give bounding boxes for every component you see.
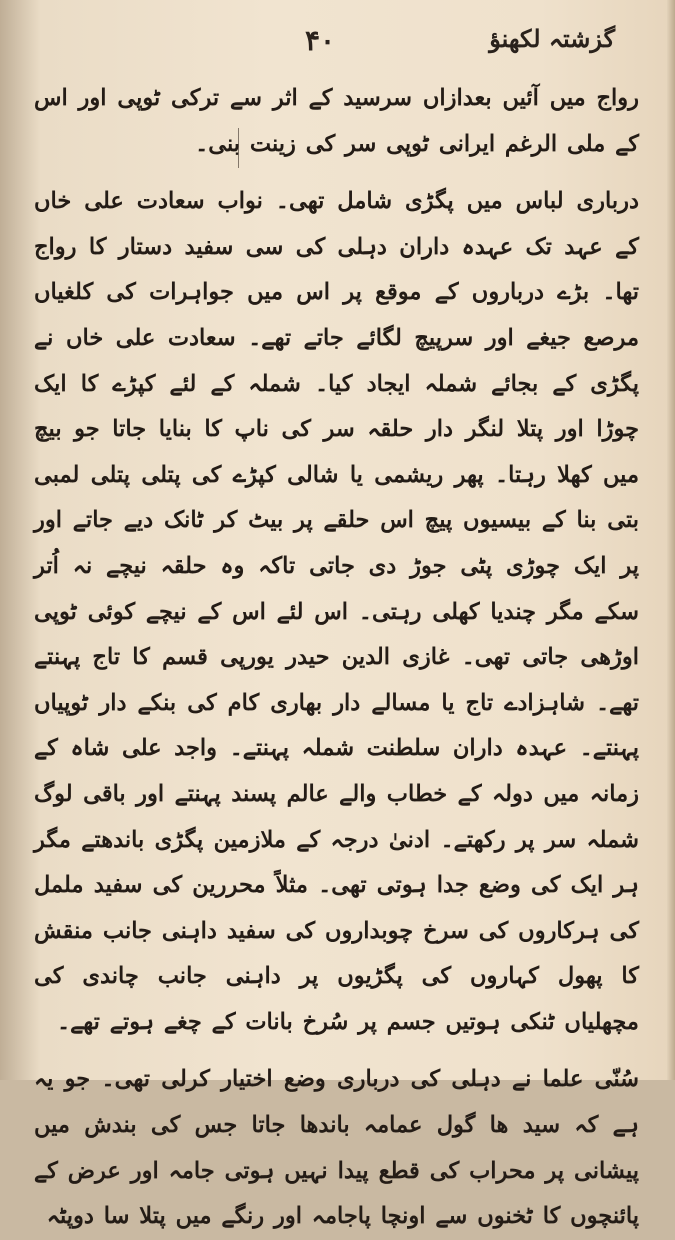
body-text (34, 76, 639, 1240)
paragraph: رواج میں آئیں بعدازاں سرسید کے اثر سے ترکی ٹوپی اور اس کے ملی الرغم ایرانی ٹوپی سر کی زینت بنی۔ (34, 85, 639, 157)
running-head: گزشتہ لکھنؤ (489, 24, 615, 53)
page-number: ۴۰ (305, 24, 336, 57)
page-header (40, 24, 635, 74)
paragraph: درباری لباس میں پگڑی شامل تھی۔ نواب سعادت علی خاں کے عہد تک عہدہ داران دہلی کی سی سفید دستار کا رواج تھا۔ بڑے درباروں کے موقع پر اس میں جواہرات کی کلغیاں مرصع جیغے اور سرپیچ لگائے جاتے تھے۔ سعادت علی خاں نے پگڑی کے بجائے شملہ ایجاد کیا۔ شملہ کے لئے کپڑے کا ایک چوڑا اور پتلا لنگر دار حلقہ سر کی ناپ کا بنایا جاتا جو بیچ میں کھلا رہتا۔ پھر ریشمی یا شالی کپڑے کی پتلی پتلی لمبی بتی بنا کے بیسیوں پیچ اس حلقے پر بیٹ کر ٹانک دیے جاتے اور پر ایک چوڑی پٹی جوڑ دی جاتی تاکہ وہ حلقہ نیچے نہ اُتر سکے مگر چندیا کھلی رہتی۔ اس لئے اس کے نیچے کوئی ٹوپی اوڑھی جاتی تھی۔ غازی الدین حیدر یورپی قسم کا تاج پہنتے تھے۔ شاہزادے تاج یا مسالے دار بھاری کام کی بنکے دار ٹوپیاں پہنتے۔ عہدہ داران سلطنت شملہ پہنتے۔ واجد علی شاہ کے زمانہ میں دولہ کے خطاب والے عالم پسند پہنتے اور باقی لوگ شملہ سر پر رکھتے۔ ادنیٰ درجہ کے ملازمین پگڑی باندھتے مگر ہر ایک کی وضع جدا ہوتی تھی۔ مثلاً محررین کی سفید ململ کی ہرکاروں کی سرخ چوبداروں کی سفید داہنی جانب منقش کا پھول کہاروں کی پگڑیوں پر داہنی جانب چاندی کی مچھلیاں ٹنکی ہوتیں جسم پر سُرخ بانات کے چغے ہوتے تھے۔ (34, 188, 639, 1035)
paragraph: سُنّی علما نے دہلی کی درباری وضع اختیار کرلی تھی۔ جو یہ ہے کہ سید ھا گول عمامہ باندھا جاتا جس کی بندش میں پیشانی پر محراب کی قطع پیدا نہیں ہوتی جامہ اور عرض کے پائنچوں کا ٹخنوں سے اونچا پاجامہ اور رنگے میں پتلا سا دوپٹہ (34, 1066, 639, 1230)
page-edge-shadow (667, 0, 675, 1080)
